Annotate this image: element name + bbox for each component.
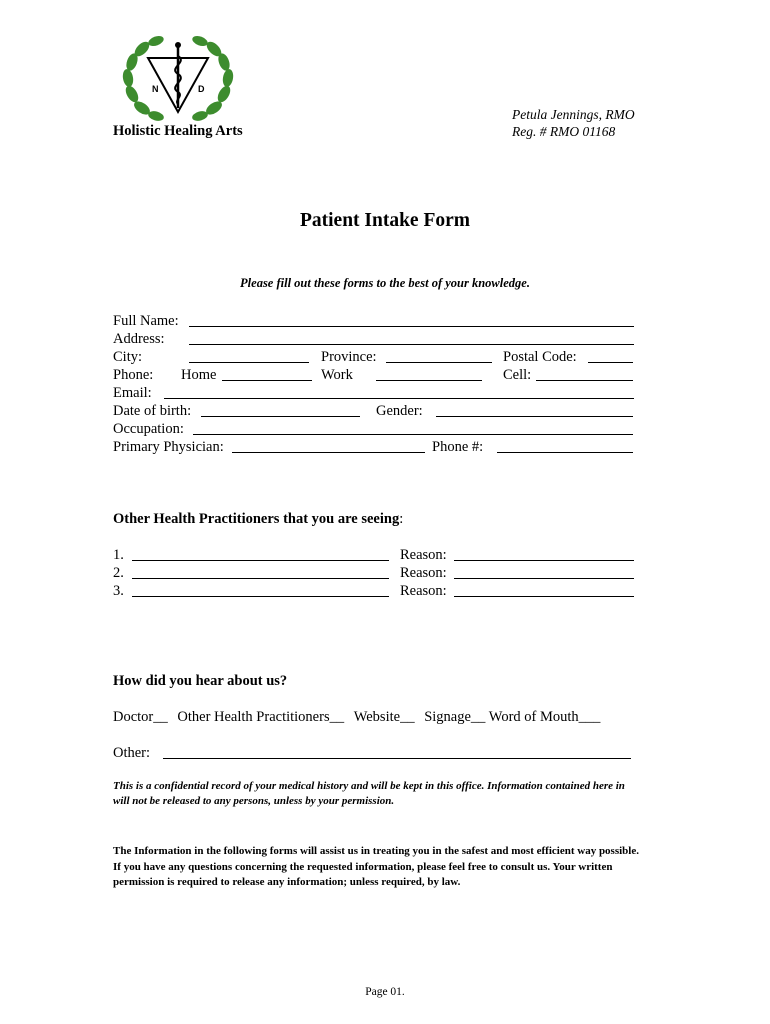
practitioner-name-field[interactable]: [132, 596, 389, 597]
cell-label: Cell:: [503, 367, 532, 383]
referral-other-label: Other:: [113, 745, 151, 761]
work-phone-field[interactable]: [376, 380, 482, 381]
practitioner-row-number: 3.: [113, 583, 124, 599]
city-label: City:: [113, 349, 143, 365]
full-name-label: Full Name:: [113, 313, 179, 329]
city-field[interactable]: [189, 362, 309, 363]
gender-field[interactable]: [436, 416, 633, 417]
svg-text:D: D: [198, 84, 205, 94]
referral-options: [113, 708, 600, 726]
practitioners-heading-colon: :: [399, 511, 404, 527]
referral-option-website[interactable]: Website__: [353, 709, 415, 725]
referral-heading: How did you hear about us?: [113, 673, 288, 689]
svg-text:N: N: [152, 84, 159, 94]
province-field[interactable]: [386, 362, 492, 363]
practitioner-name: Petula Jennings, RMO: [512, 107, 635, 122]
page-number: Page 01.: [365, 986, 405, 998]
home-phone-label: Home: [181, 367, 217, 383]
practitioners-heading-text: Other Health Practitioners that you are seeing: [113, 511, 400, 527]
dob-field[interactable]: [201, 416, 360, 417]
practitioner-reason-field[interactable]: [454, 596, 634, 597]
practitioner-reason-field[interactable]: [454, 560, 634, 561]
practitioner-reason-field[interactable]: [454, 578, 634, 579]
form-instruction: Please fill out these forms to the best of your knowledge.: [240, 276, 530, 290]
practitioner-name-field[interactable]: [132, 578, 389, 579]
referral-option-signage[interactable]: Signage__: [424, 709, 486, 725]
practitioners-heading: [113, 510, 403, 528]
full-name-field[interactable]: [189, 326, 634, 327]
physician-phone-field[interactable]: [497, 452, 633, 453]
home-phone-field[interactable]: [222, 380, 312, 381]
gender-label: Gender:: [376, 403, 423, 419]
province-label: Province:: [321, 349, 377, 365]
org-name: Holistic Healing Arts: [113, 123, 243, 139]
email-field[interactable]: [164, 398, 634, 399]
phone-label: Phone:: [113, 367, 154, 383]
occupation-label: Occupation:: [113, 421, 184, 437]
email-label: Email:: [113, 385, 152, 401]
nd-logo: [118, 34, 238, 124]
dob-label: Date of birth:: [113, 403, 192, 419]
practitioner-row-number: 1.: [113, 547, 124, 563]
work-phone-label: Work: [321, 367, 353, 383]
occupation-field[interactable]: [193, 434, 633, 435]
practitioner-reason-label: Reason:: [400, 583, 447, 599]
primary-physician-label: Primary Physician:: [113, 439, 224, 455]
referral-option-doctor[interactable]: Doctor__: [113, 709, 168, 725]
primary-physician-field[interactable]: [232, 452, 425, 453]
postal-code-field[interactable]: [588, 362, 633, 363]
referral-option-other-practitioners[interactable]: Other Health Practitioners__: [177, 709, 345, 725]
address-label: Address:: [113, 331, 165, 347]
practitioner-reason-label: Reason:: [400, 565, 447, 581]
referral-other-field[interactable]: [163, 758, 631, 759]
physician-phone-label: Phone #:: [432, 439, 484, 455]
cell-field[interactable]: [536, 380, 633, 381]
information-notice: The Information in the following forms will assist us in treating you in the safest and most efficient way possible. If you have any questions concerning the requested information, please feel free to consult us. Your written permission is required to release any information; unless required, by law.: [113, 845, 639, 888]
referral-option-word-of-mouth[interactable]: Word of Mouth___: [488, 709, 601, 725]
practitioner-row-number: 2.: [113, 565, 124, 581]
confidentiality-notice: This is a confidential record of your medical history and will be kept in this office. Information contained here in will not be released to any persons, unless by your permission.: [113, 780, 625, 807]
registration-number: Reg. # RMO 01168: [512, 124, 616, 139]
practitioner-reason-label: Reason:: [400, 547, 447, 563]
practitioner-name-field[interactable]: [132, 560, 389, 561]
postal-code-label: Postal Code:: [503, 349, 577, 365]
form-title: Patient Intake Form: [299, 210, 471, 231]
address-field[interactable]: [189, 344, 634, 345]
